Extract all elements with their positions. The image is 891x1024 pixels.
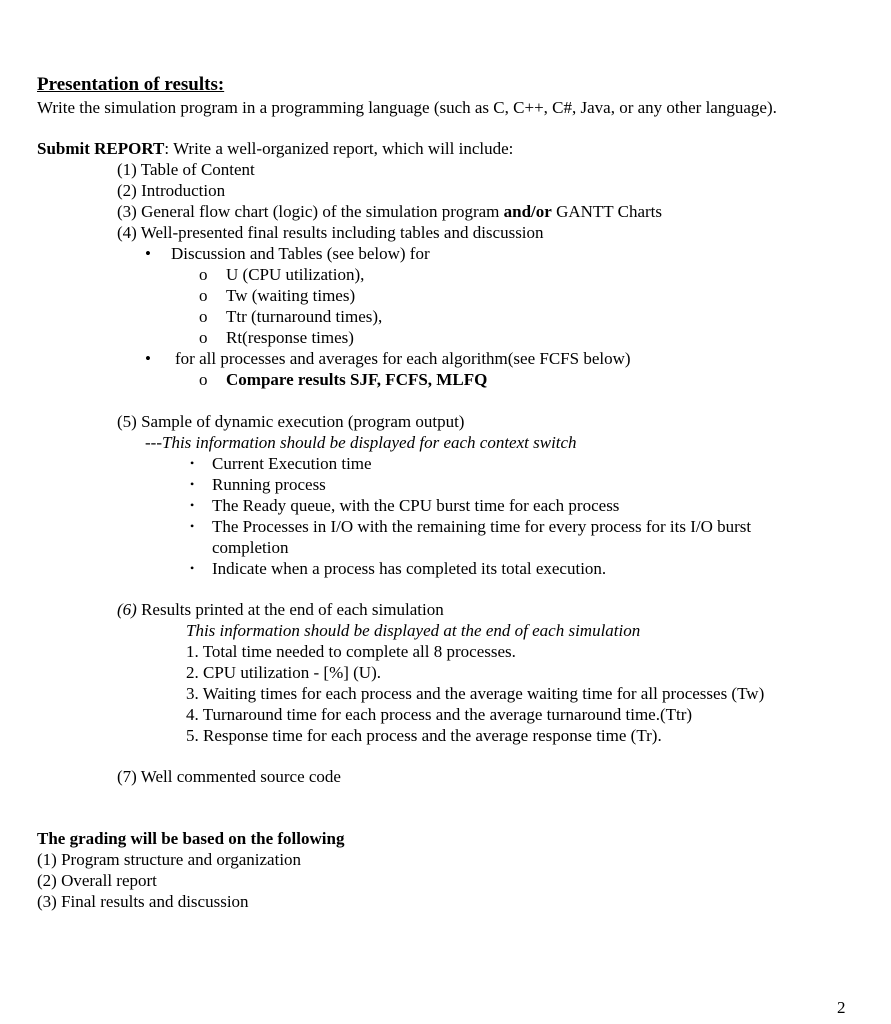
grading-item-3: (3) Final results and discussion [37, 892, 249, 911]
item4-sub-1: U (CPU utilization), [226, 265, 365, 284]
report-item-6-num: (6) [117, 600, 137, 619]
report-heading [37, 138, 513, 159]
item5-bullet-1: Current Execution time [212, 454, 372, 473]
bullet-icon: • [190, 456, 195, 470]
item4-sub-3: Ttr (turnaround times), [226, 307, 383, 326]
report-lead-bold: Submit REPORT [37, 139, 165, 158]
circle-bullet-icon: o [199, 328, 208, 347]
report-item-6-text: Results printed at the end of each simulation [136, 600, 444, 619]
bullet-icon: • [145, 349, 151, 368]
report-item-1: (1) Table of Content [117, 160, 255, 179]
item6-note: This information should be displayed at the end of each simulation [186, 621, 641, 640]
item4-sub-compare: Compare results SJF, FCFS, MLFQ [226, 370, 488, 389]
grading-title: The grading will be based on the following [37, 829, 345, 848]
item5-bullet-5: Indicate when a process has completed its total execution. [212, 559, 607, 578]
item5-bullet-4: The Processes in I/O with the remaining time for every process for its I/O burst [212, 517, 752, 536]
bullet-icon: • [190, 498, 195, 512]
item6-list-5: 5. Response time for each process and the average response time (Tr). [186, 726, 662, 745]
report-item-3-pre: (3) General flow chart (logic) of the simulation program [117, 202, 504, 221]
circle-bullet-icon: o [199, 286, 208, 305]
report-item-3 [117, 201, 662, 222]
report-item-2: (2) Introduction [117, 181, 226, 200]
item4-sub-4: Rt(response times) [226, 328, 354, 347]
item5-bullet-3: The Ready queue, with the CPU burst time for each process [212, 496, 620, 515]
grading-item-1: (1) Program structure and organization [37, 850, 302, 869]
report-item-6 [117, 599, 444, 620]
item5-bullet-2: Running process [212, 475, 326, 494]
report-lead-rest: : Write a well-organized report, which will include: [164, 139, 514, 158]
item6-list-3: 3. Waiting times for each process and the average waiting time for all processes (Tw) [186, 684, 765, 703]
item4-bullet-2: for all processes and averages for each algorithm(see FCFS below) [175, 349, 631, 368]
report-item-5: (5) Sample of dynamic execution (program output) [117, 412, 465, 431]
intro-paragraph: Write the simulation program in a programming language (such as C, C++, C#, Java, or any other language). [37, 98, 777, 117]
bullet-icon: • [145, 244, 151, 263]
grading-item-2: (2) Overall report [37, 871, 157, 890]
item6-list-2: 2. CPU utilization - [%] (U). [186, 663, 381, 682]
report-item-4: (4) Well-presented final results including tables and discussion [117, 223, 544, 242]
section-title: Presentation of results: [37, 74, 225, 95]
circle-bullet-icon: o [199, 307, 208, 326]
report-item-7: (7) Well commented source code [117, 767, 341, 786]
item4-bullet-1: Discussion and Tables (see below) for [171, 244, 430, 263]
bullet-icon: • [190, 519, 195, 533]
bullet-icon: • [190, 561, 195, 575]
circle-bullet-icon: o [199, 370, 208, 389]
report-item-3-bold: and/or [503, 202, 552, 221]
item6-list-4: 4. Turnaround time for each process and the average turnaround time.(Ttr) [186, 705, 693, 724]
bullet-icon: • [190, 477, 195, 491]
item4-sub-2: Tw (waiting times) [226, 286, 356, 305]
item5-note: ---This information should be displayed for each context switch [145, 433, 577, 452]
circle-bullet-icon: o [199, 265, 208, 284]
item6-list-1: 1. Total time needed to complete all 8 processes. [186, 642, 516, 661]
report-item-3-post: GANTT Charts [551, 202, 662, 221]
page-number: 2 [837, 998, 846, 1017]
item5-bullet-4-cont: completion [212, 538, 289, 557]
